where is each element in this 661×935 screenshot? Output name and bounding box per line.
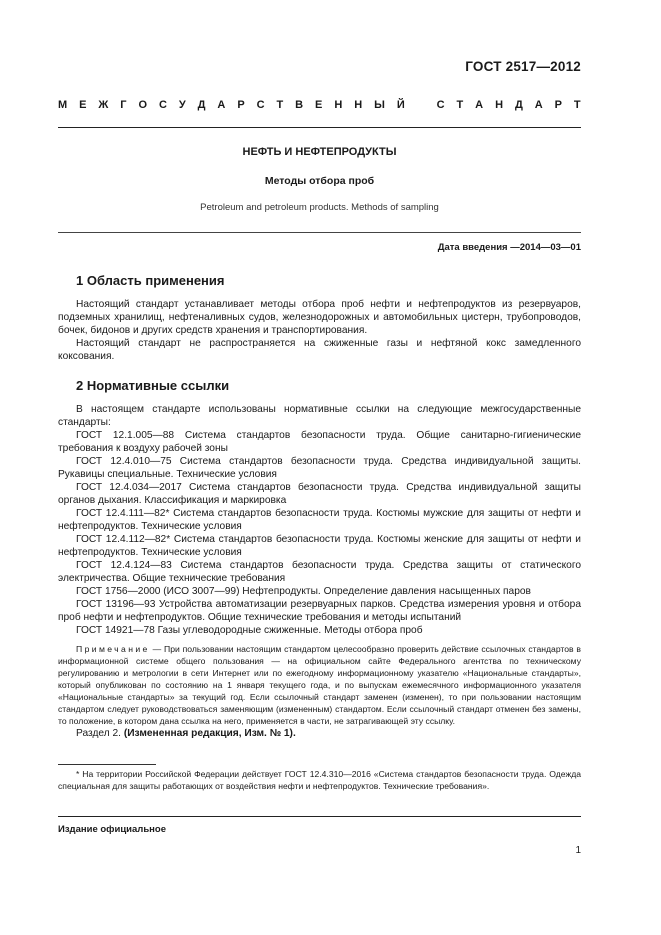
reference-item: ГОСТ 13196—93 Устройства автоматизации резервуарных парков. Средства измерения уровня и отбора проб нефти и нефтепродуктов. Общие технические требования и методы испытаний [58,599,581,623]
banner-letter: У [178,99,186,111]
banner-letter: С [436,99,445,111]
reference-item: ГОСТ 14921—78 Газы углеводородные сжиженные. Методы отбора проб [76,625,423,636]
amendment-text: (Измененная редакция, Изм. № 1). [123,728,296,739]
document-title-english: Petroleum and petroleum products. Methods of sampling [200,202,439,213]
reference-item: ГОСТ 12.4.112—82* Система стандартов безопасности труда. Костюмы женские для защиты от нефти и нефтепродуктов. Технические условия [58,534,581,558]
banner-letter: Г [120,99,127,111]
section-1-heading: 1 Область применения [76,273,225,288]
amendment-note [58,727,581,740]
banner-letter: Й [396,99,405,111]
title-rule [58,232,581,233]
document-body [58,272,581,740]
banner-letter: Н [354,99,363,111]
note-label: Примечание [76,644,150,654]
banner-letter: Ы [374,99,385,111]
normative-references-list [58,429,581,637]
section-2-intro: В настоящем стандарте использованы нормативные ссылки на следующие межгосударственные стандарты: [58,404,581,428]
banner-letter: М [58,99,68,111]
banner-letter: Р [554,99,562,111]
reference-item: ГОСТ 12.4.010—75 Система стандартов безопасности труда. Средства индивидуальной защиты. Рукавицы специальные. Технические условия [58,456,581,480]
banner-letter: Т [456,99,464,111]
banner-letter: Н [495,99,504,111]
interstate-standard-banner [58,99,581,111]
reference-item: ГОСТ 12.1.005—88 Система стандартов безопасности труда. Общие санитарно-гигиенические требования к воздуху рабочей зоны [58,430,581,454]
banner-letter: Д [514,99,523,111]
edition-rule [58,816,581,817]
reference-item: ГОСТ 1756—2000 (ИСО 3007—99) Нефтепродукты. Определение давления насыщенных паров [76,586,531,597]
reference-item: ГОСТ 12.4.124—83 Система стандартов безопасности труда. Средства защиты от статического электричества. Общие технические требования [58,560,581,584]
introduction-date: Дата введения —2014—03—01 [437,242,581,253]
banner-letter: Д [197,99,206,111]
banner-letter: Е [315,99,323,111]
document-subtitle: Методы отбора проб [264,175,375,187]
banner-letter: Н [334,99,343,111]
banner-letter: В [295,99,304,111]
banner-letter: Ж [98,99,109,111]
reference-item: ГОСТ 12.4.111—82* Система стандартов безопасности труда. Костюмы мужские для защиты от нефти и нефтепродуктов. Технические условия [58,508,581,532]
page-number: 1 [575,845,581,856]
banner-letter: Т [276,99,284,111]
banner-letter: О [138,99,148,111]
document-title: НЕФТЬ И НЕФТЕПРОДУКТЫ [242,146,397,158]
banner-letter: А [217,99,226,111]
amendment-prefix: Раздел 2. [76,728,124,739]
banner-word-gap [417,99,425,111]
banner-letter: Е [79,99,87,111]
section-1-paragraph: Настоящий стандарт не распространяется на сжиженные газы и нефтяной кокс замедленного коксования. [58,338,581,362]
banner-letter: А [534,99,543,111]
banner-letter: А [475,99,484,111]
official-edition-label: Издание официальное [58,824,166,835]
footnote: * На территории Российской Федерации действует ГОСТ 12.4.310—2016 «Система стандартов безопасности труда. Одежда специальная для защиты работающих от воздействия нефти и нефтепродуктов. Технические требования». [58,769,581,791]
header-rule [58,127,581,128]
section-1-paragraph: Настоящий стандарт устанавливает методы отбора проб нефти и нефтепродуктов из резервуаров, подземных хранилищ, нефтеналивных судов, железнодорожных и автомобильных цистерн, трубопроводов, бочек, бидонов и других средств хранения и транспортирования. [58,299,581,336]
note [58,643,581,727]
banner-letter: Т [573,99,581,111]
banner-letter: С [158,99,167,111]
reference-item: ГОСТ 12.4.034—2017 Система стандартов безопасности труда. Средства индивидуальной защиты органов дыхания. Классификация и маркировка [58,482,581,506]
banner-letter: С [256,99,265,111]
note-text: — При пользовании настоящим стандартом целесообразно проверить действие ссылочных стандартов в информационной системе общего пользования — на официальном сайте Федерального агентства по техническому регулированию и метрологии в сети Интернет или по ежегодному информационному указателю «Национальные стандарты», который опубликован по состоянию на 1 января текущего года, и по выпускам ежемесячного информационного указателя «Национальные стандарты» за текущий год. Если ссылочный стандарт заменен (изменен), то при пользовании настоящим стандартом следует руководствоваться заменяющим (измененным) стандартом. Если ссылочный стандарт отменен без замены, то положение, в котором дана ссылка на него, применяется в части, не затрагивающей эту ссылку. [58,644,581,726]
banner-letter: Р [237,99,245,111]
section-2-heading: 2 Нормативные ссылки [76,378,230,393]
footnote-rule [58,764,156,765]
gost-number: ГОСТ 2517—2012 [465,59,581,74]
